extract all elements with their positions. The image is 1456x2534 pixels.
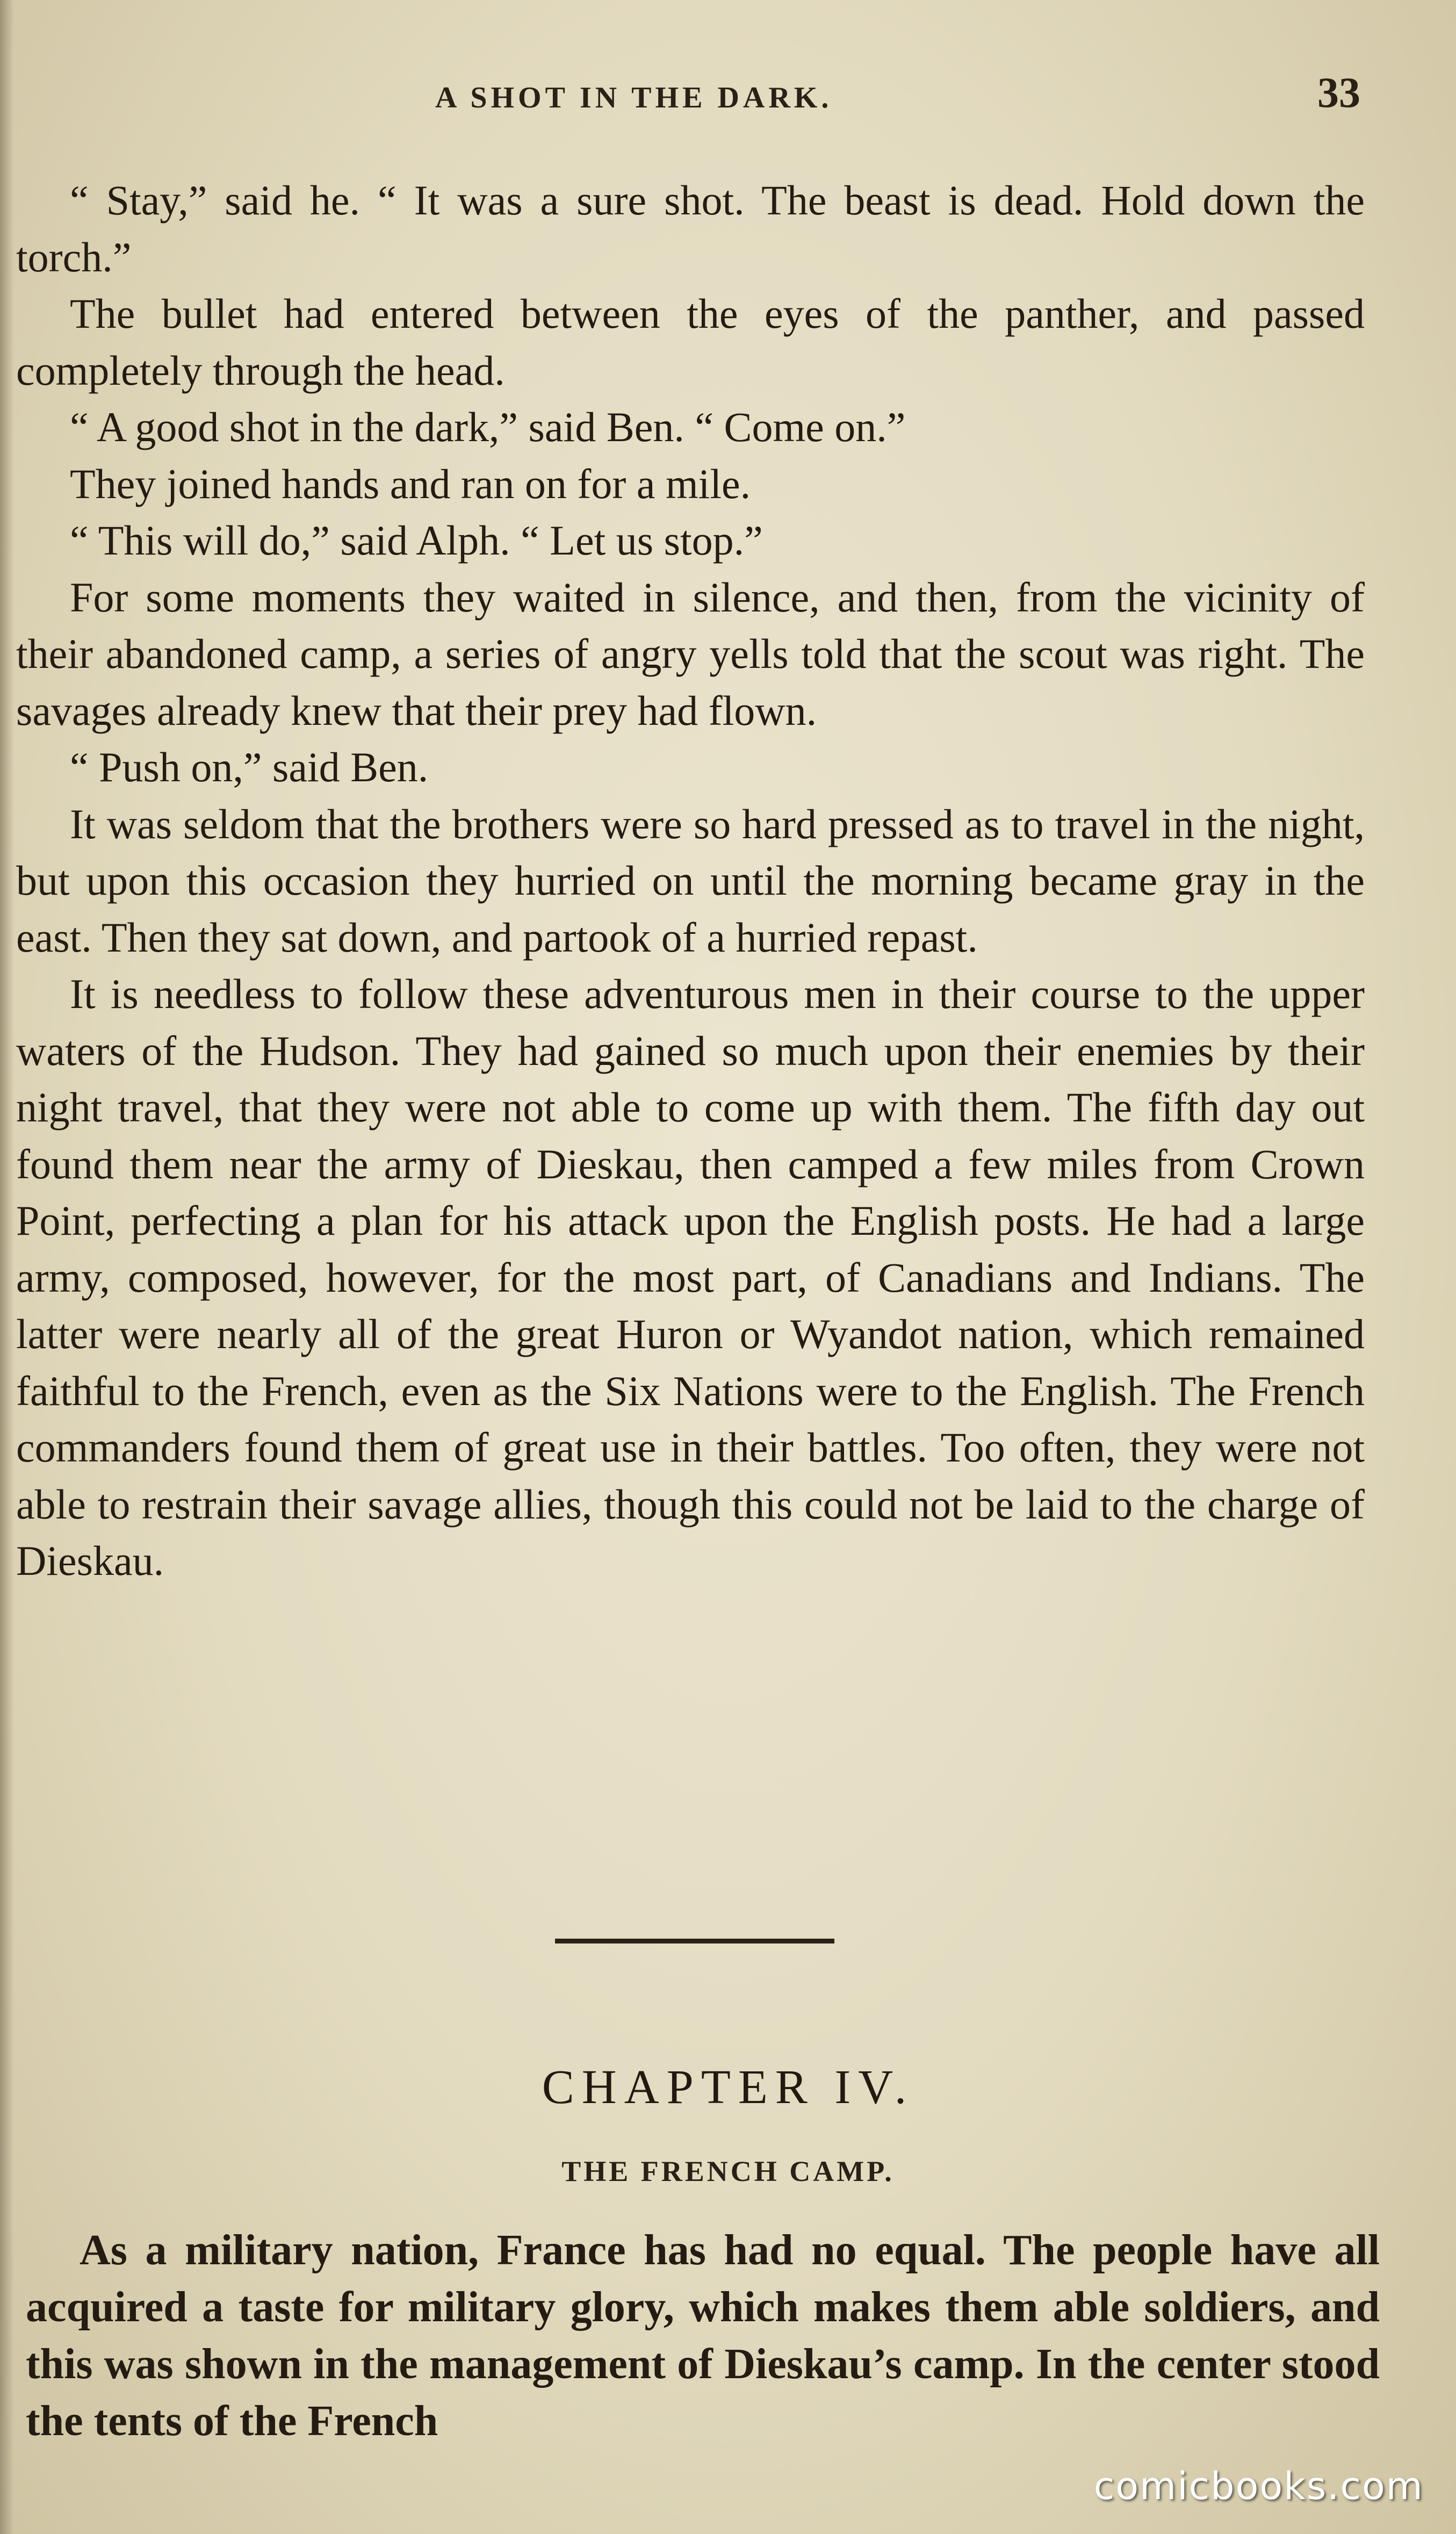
chapter-subtitle: THE FRENCH CAMP. xyxy=(561,2155,895,2187)
chapter-text xyxy=(26,2222,1380,2450)
chapter-title: CHAPTER IV. xyxy=(542,2061,914,2114)
paragraph: It is needless to follow these adventurous men in their course to the upper waters of the Hudson. They had gained so much upon their enemies by their night travel, that they were not able to come up with them. The fifth day out found them near the army of Dieskau, then camped a few miles from Crown Point, perfecting a plan for his attack upon the English posts. He had a large army, composed, however, for the most part, of Canadians and Indians. The latter were nearly all of the great Huron or Wyandot nation, which remained faithful to the French, even as the Six Nations were to the English. The French commanders found them of great use in their battles. Too often, they were not able to restrain their savage allies, though this could not be laid to the charge of Dieskau. xyxy=(16,970,1365,1584)
paragraph: “ Stay,” said he. “ It was a sure shot. The beast is dead. Hold down the torch.” xyxy=(16,177,1365,280)
paragraph: They joined hands and ran on for a mile. xyxy=(70,460,751,507)
page-edge-shadow xyxy=(0,0,14,2534)
running-title: A SHOT IN THE DARK. xyxy=(435,81,833,114)
paragraph: It was seldom that the brothers were so hard pressed as to travel in the night, but upon this occasion they hurried on until the morning became gray in the east. Then they sat down, and partook of a hurried repast. xyxy=(16,800,1365,961)
paragraph: “ Push on,” said Ben. xyxy=(70,744,429,790)
paragraph: The bullet had entered between the eyes of the panther, and passed completely through the head. xyxy=(16,290,1365,394)
paragraph: For some moments they waited in silence, and then, from the vicinity of their abandoned camp, a series of angry yells told that the scout was right. The savages already knew that their prey had flown. xyxy=(16,573,1365,734)
body-text xyxy=(16,172,1365,1589)
section-divider xyxy=(555,1939,834,1943)
paragraph: As a military nation, France has had no equal. The people have all acquired a taste for military glory, which makes them able soldiers, and this was shown in the management of Dieskau’s camp. In the center stood the tents of the French xyxy=(26,2227,1380,2445)
watermark: comicbooks.com xyxy=(1093,2464,1424,2508)
paragraph: “ A good shot in the dark,” said Ben. “ Come on.” xyxy=(70,404,906,450)
page-number: 33 xyxy=(1317,69,1360,117)
paragraph: “ This will do,” said Alph. “ Let us stop.” xyxy=(70,517,763,564)
